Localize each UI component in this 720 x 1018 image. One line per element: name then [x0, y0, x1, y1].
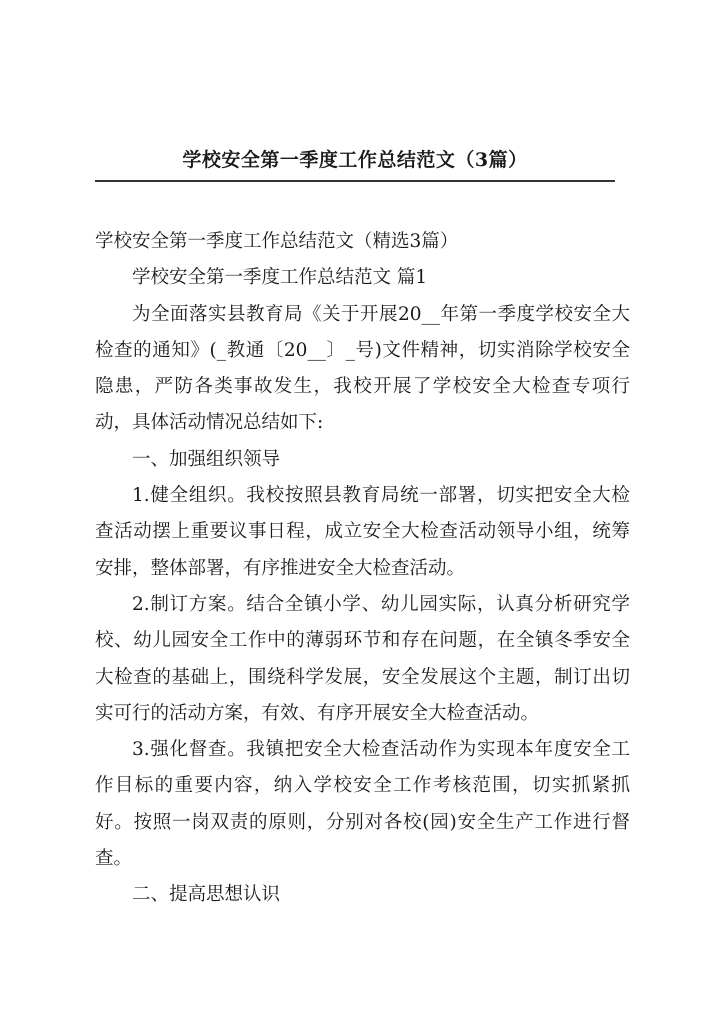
intro-paragraph: 为全面落实县教育局《关于开展20__年第一季度学校安全大检查的通知》(_教通〔20__〕_号)文件精神，切实消除学校安全隐患，严防各类事故发生，我校开展了学校安全大检查专项行动，具体活动情况总结如下:: [95, 303, 630, 434]
subtitle-paragraph: 学校安全第一季度工作总结范文（精选3篇）: [95, 231, 459, 252]
paragraph-item-1: 1.健全组织。我校按照县教育局统一部署，切实把安全大检查活动摆上重要议事日程，成立安全大检查活动领导小组，统筹安排，整体部署，有序推进安全大检查活动。: [95, 485, 630, 579]
heading-organization: 一、加强组织领导: [132, 448, 281, 470]
heading-awareness: 二、提高思想认识: [132, 884, 281, 906]
section-heading-paragraph: 学校安全第一季度工作总结范文 篇1: [132, 267, 428, 289]
paragraph-item-3: 3.强化督查。我镇把安全大检查活动作为实现本年度安全工作目标的重要内容，纳入学校安全工作考核范围，切实抓紧抓好。按照一岗双责的原则，分别对各校(园)安全生产工作进行督查。: [95, 739, 630, 870]
paragraph-item-2: 2.制订方案。结合全镇小学、幼儿园实际，认真分析研究学校、幼儿园安全工作中的薄弱环节和存在问题，在全镇冬季安全大检查的基础上，围绕科学发展，安全发展这个主题，制订出切实可行的活动方案，有效、有序开展安全大检查活动。: [95, 593, 630, 724]
document-title: 学校安全第一季度工作总结范文（3篇）: [182, 149, 528, 171]
title-underline: [95, 180, 615, 182]
document-body: [95, 224, 630, 914]
